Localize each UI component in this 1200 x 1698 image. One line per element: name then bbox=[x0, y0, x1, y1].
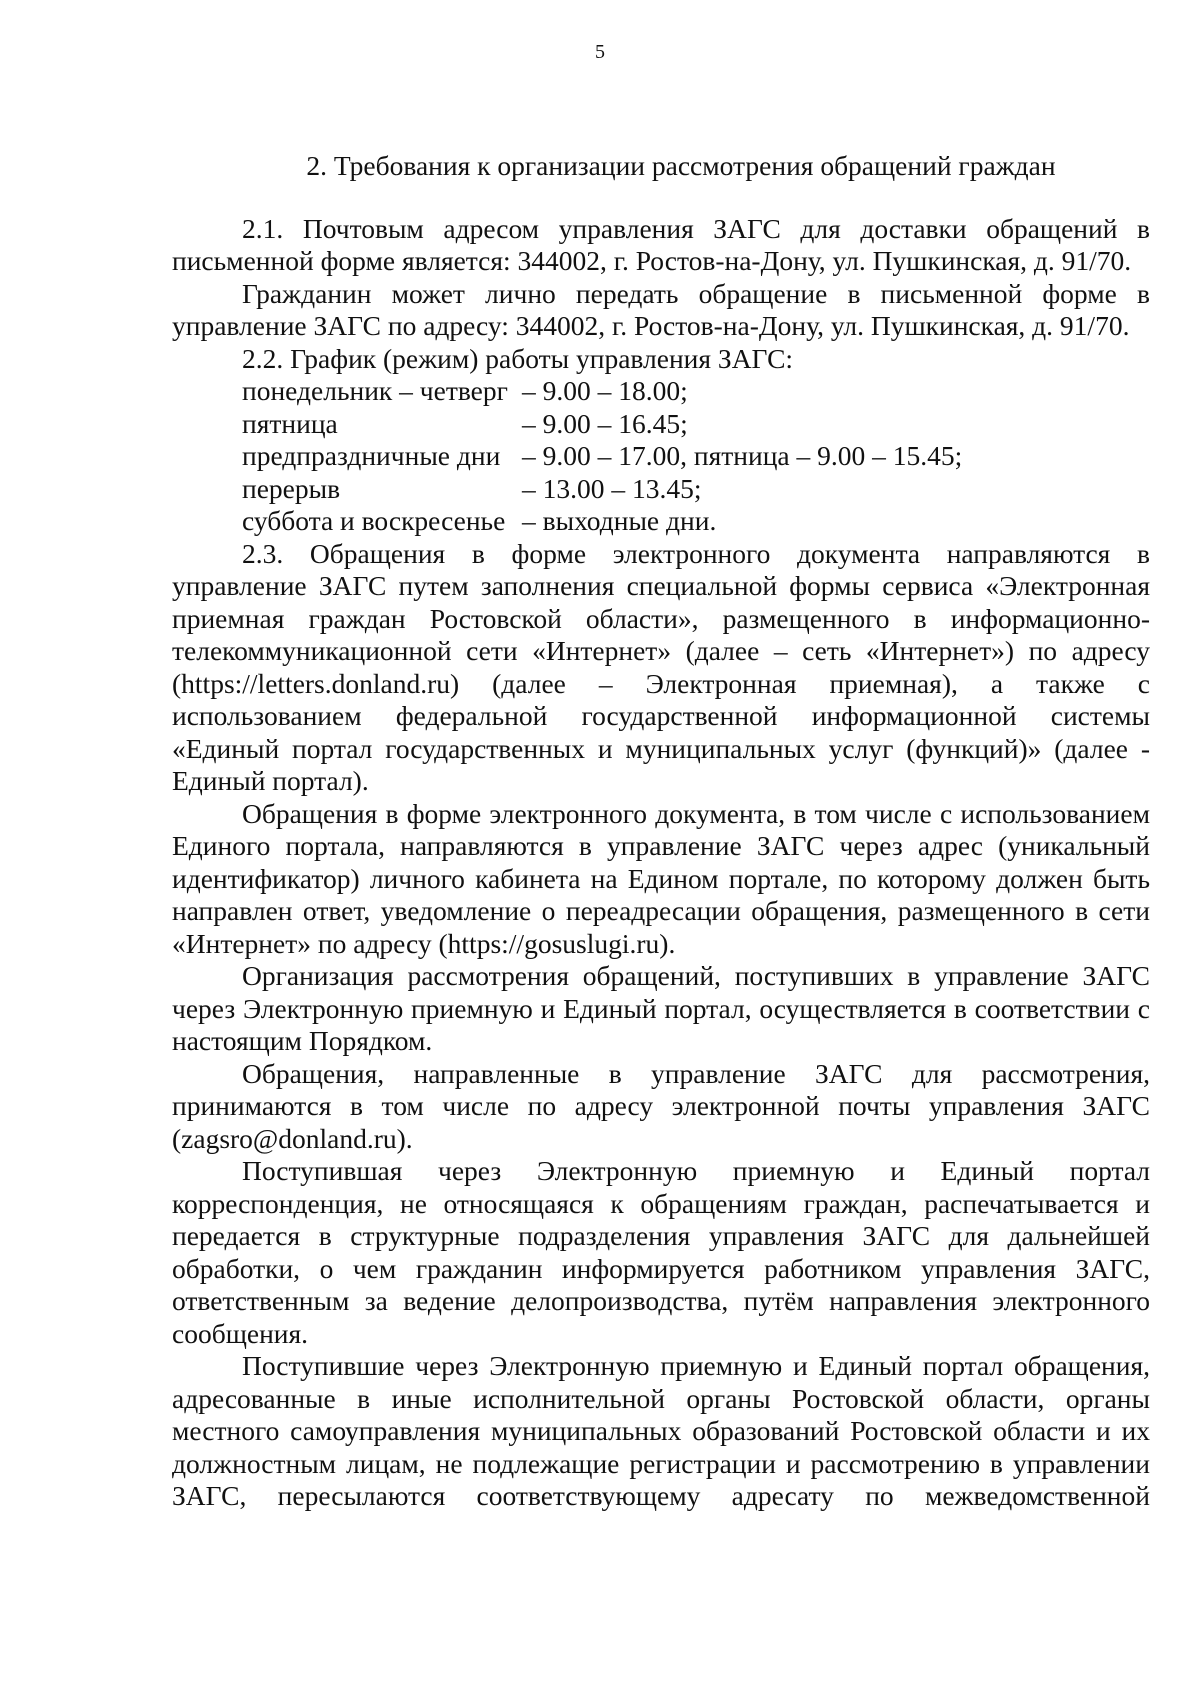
schedule-time: – выходные дни. bbox=[522, 505, 717, 536]
page-number: 5 bbox=[595, 41, 605, 63]
schedule-time: – 13.00 – 13.45; bbox=[522, 472, 702, 504]
paragraph-procedure: Организация рассмотрения обращений, поступивших в управление ЗАГС через Электронную приемную и Единый портал, осуществляется в соответствии с настоящим Порядком. bbox=[172, 960, 1150, 1056]
schedule-day: понедельник – четверг bbox=[242, 375, 508, 406]
schedule-time: – 9.00 – 18.00; bbox=[522, 375, 688, 406]
paragraph-unified-portal: Обращения в форме электронного документа, в том числе с использованием Единого портала, направляются в управление ЗАГС через адрес (уникальный идентификатор) личного кабинета на Едином портале, по которому должен быть направлен ответ, уведомление о переадресации обращения, размещенного в сети «Интернет» по адресу (https://gosuslugi.ru). bbox=[172, 797, 1150, 959]
paragraph-personal-delivery: Гражданин может лично передать обращение в письменной форме в управление ЗАГС по адресу: 344002, г. Ростов-на-Дону, ул. Пушкинская, д. 91/70. bbox=[172, 277, 1150, 341]
work-schedule bbox=[172, 375, 1150, 538]
schedule-row bbox=[242, 375, 1150, 408]
paragraph-schedule-heading: 2.2. График (режим) работы управления ЗАГС: bbox=[242, 342, 794, 374]
paragraph-correspondence: Поступившая через Электронную приемную и Единый портал корреспонденция, не относящаяся к обращениям граждан, распечатывается и передается в структурные подразделения управления ЗАГС для дальнейшей обработки, о чем гражданин информируется работником управления ЗАГС, ответственным за ведение делопроизводства, путём направления электронного сообщения. bbox=[172, 1155, 1150, 1349]
schedule-time: – 9.00 – 16.45; bbox=[522, 407, 688, 439]
schedule-day: суббота и воскресенье bbox=[242, 505, 506, 536]
paragraph-electronic-appeals: 2.3. Обращения в форме электронного документа направляются в управление ЗАГС путем заполнения специальной формы сервиса «Электронная приемная граждан Ростовской области», размещенного в информационно-телекоммуникационной сети «Интернет» (далее – сеть «Интернет») по адресу (https://letters.donland.ru) (далее – Электронная приемная), а также с использованием федеральной государственной информационной системы «Единый портал государственных и муниципальных услуг (функций)» (далее - Единый портал). bbox=[172, 537, 1150, 796]
schedule-time: – 9.00 – 17.00, пятница – 9.00 – 15.45; bbox=[522, 440, 963, 471]
document-body bbox=[172, 150, 1150, 1513]
schedule-row bbox=[242, 440, 1150, 473]
schedule-row bbox=[242, 473, 1150, 506]
schedule-day: пятница bbox=[242, 407, 338, 439]
section-title: 2. Требования к организации рассмотрения обращений граждан bbox=[306, 150, 1056, 181]
schedule-day: перерыв bbox=[242, 472, 341, 504]
schedule-day: предпраздничные дни bbox=[242, 440, 501, 471]
schedule-row bbox=[242, 505, 1150, 538]
paragraph-email: Обращения, направленные в управление ЗАГС для рассмотрения, принимаются в том числе по адресу электронной почты управления ЗАГС (zagsro@donland.ru). bbox=[172, 1057, 1150, 1154]
paragraph-forwarding: Поступившие через Электронную приемную и Единый портал обращения, адресованные в иные исполнительной органы Ростовской области, органы местного самоуправления муниципальных образований Ростовской области и их должностным лицам, не подлежащие регистрации и рассмотрению в управлении ЗАГС, пересылаются соответствующему адресату по межведомственной bbox=[172, 1350, 1150, 1511]
schedule-row bbox=[242, 408, 1150, 441]
paragraph-postal-address: 2.1. Почтовым адресом управления ЗАГС для доставки обращений в письменной форме является: 344002, г. Ростов-на-Дону, ул. Пушкинская, д. 91/70. bbox=[172, 212, 1150, 276]
